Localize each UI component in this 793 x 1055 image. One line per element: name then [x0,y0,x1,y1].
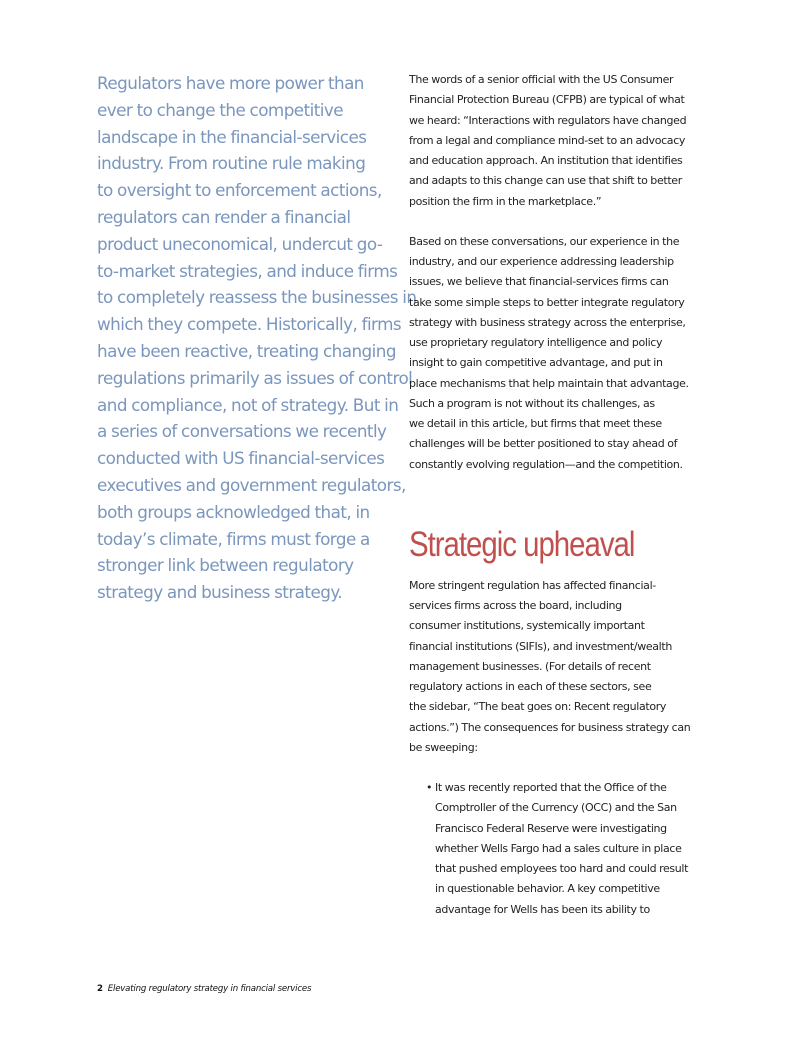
list-item [409,778,709,920]
pull-quote-line: stronger link between regulatory [97,555,354,576]
bullet-line: Comptroller of the Currency (OCC) and the San [435,801,677,815]
pull-quote-line: industry. From routine rule making [97,153,366,174]
paragraph-line: issues, we believe that financial-services firms can [409,275,669,289]
paragraph-line: regulatory actions in each of these sectors, see [409,680,652,693]
bullet-list [409,778,709,920]
paragraph-line: use proprietary regulatory intelligence and policy [409,336,663,349]
pull-quote-line: to oversight to enforcement actions, [97,180,382,201]
pull-quote-line: product uneconomical, undercut go- [97,233,383,254]
bullet-line: that pushed employees too hard and could result [435,862,689,875]
bullet-line: It was recently reported that the Office of the [435,781,667,794]
paragraph-line: place mechanisms that help maintain that advantage. [409,376,689,390]
pull-quote-line: strategy and business strategy. [97,582,343,603]
bullet-line: whether Wells Fargo had a sales culture in place [435,841,682,855]
pull-quote-line: today’s climate, firms must forge a [97,528,370,549]
page-footer [97,984,311,994]
paragraph-line: and adapts to this change can use that shift to better [409,174,682,188]
paragraph-line: Financial Protection Bureau (CFPB) are typical of what [409,93,685,107]
pull-quote-line: Regulators have more power than [97,73,364,93]
intro-paragraph [409,70,709,212]
pull-quote-line: a series of conversations we recently [97,421,387,442]
pull-quote-line: regulators can render a financial [97,206,351,227]
pull-quote-line: conducted with US financial-services [97,448,385,469]
paragraph-line: strategy with business strategy across the enterprise, [409,315,686,329]
pull-quote-line: to completely reassess the businesses in [97,287,417,308]
pull-quote-line: to-market strategies, and induce firms [97,260,398,281]
paragraph-line: be sweeping: [409,740,478,754]
approach-paragraph [409,232,709,475]
section-heading: Strategic upheaval [409,524,635,564]
paragraph-line: and education approach. An institution that identifies [409,154,683,167]
section-paragraph [409,576,709,758]
paragraph-line: constantly evolving regulation—and the competition. [409,457,683,471]
paragraph-line: position the firm in the marketplace.” [409,194,602,208]
pull-quote-line: both groups acknowledged that, in [97,501,370,522]
page-number: 2 [97,984,103,994]
pull-quote-line: and compliance, not of strategy. But in [97,394,399,415]
right-column [409,70,709,920]
pull-quote [97,70,417,606]
pull-quote-line: landscape in the financial-services [97,126,367,147]
bullet-line: advantage for Wells has been its ability to [435,902,650,916]
bullet-line: Francisco Federal Reserve were investigating [435,821,667,835]
paragraph-line: from a legal and compliance mind-set to an advocacy [409,133,686,147]
paragraph-line: Based on these conversations, our experience in the [409,234,680,248]
pull-quote-line: which they compete. Historically, firms [97,314,402,335]
paragraph-line: take some simple steps to better integrate regulatory [409,295,685,309]
pull-quote-line: ever to change the competitive [97,99,344,120]
paragraph-line: services firms across the board, including [409,599,622,612]
paragraph-line: actions.”) The consequences for business strategy can [409,720,691,734]
paragraph-line: insight to gain competitive advantage, and put in [409,356,663,370]
paragraph-line: challenges will be better positioned to stay ahead of [409,437,678,451]
paragraph-line: management businesses. (For details of recent [409,659,651,673]
paragraph-line: we detail in this article, but firms that meet these [409,417,662,430]
left-column [97,70,417,606]
bullet-icon: • [426,781,433,794]
publication-title: Elevating regulatory strategy in financial services [107,984,312,994]
pull-quote-line: executives and government regulators, [97,474,406,495]
paragraph-line: financial institutions (SIFIs), and investment/wealth [409,639,672,653]
paragraph-line: consumer institutions, systemically important [409,619,645,633]
paragraph-line: industry, and our experience addressing leadership [409,255,674,268]
paragraph-line: Such a program is not without its challenges, as [409,396,655,410]
paragraph-line: we heard: “Interactions with regulators have changed [409,113,687,127]
pull-quote-line: regulations primarily as issues of control [97,367,413,388]
paragraph-line: the sidebar, “The beat goes on: Recent regulatory [409,700,667,714]
bullet-line: in questionable behavior. A key competitive [435,882,660,896]
paragraph-line: More stringent regulation has affected financial- [409,578,656,592]
paragraph-line: The words of a senior official with the US Consumer [409,73,674,86]
pull-quote-line: have been reactive, treating changing [97,340,396,361]
